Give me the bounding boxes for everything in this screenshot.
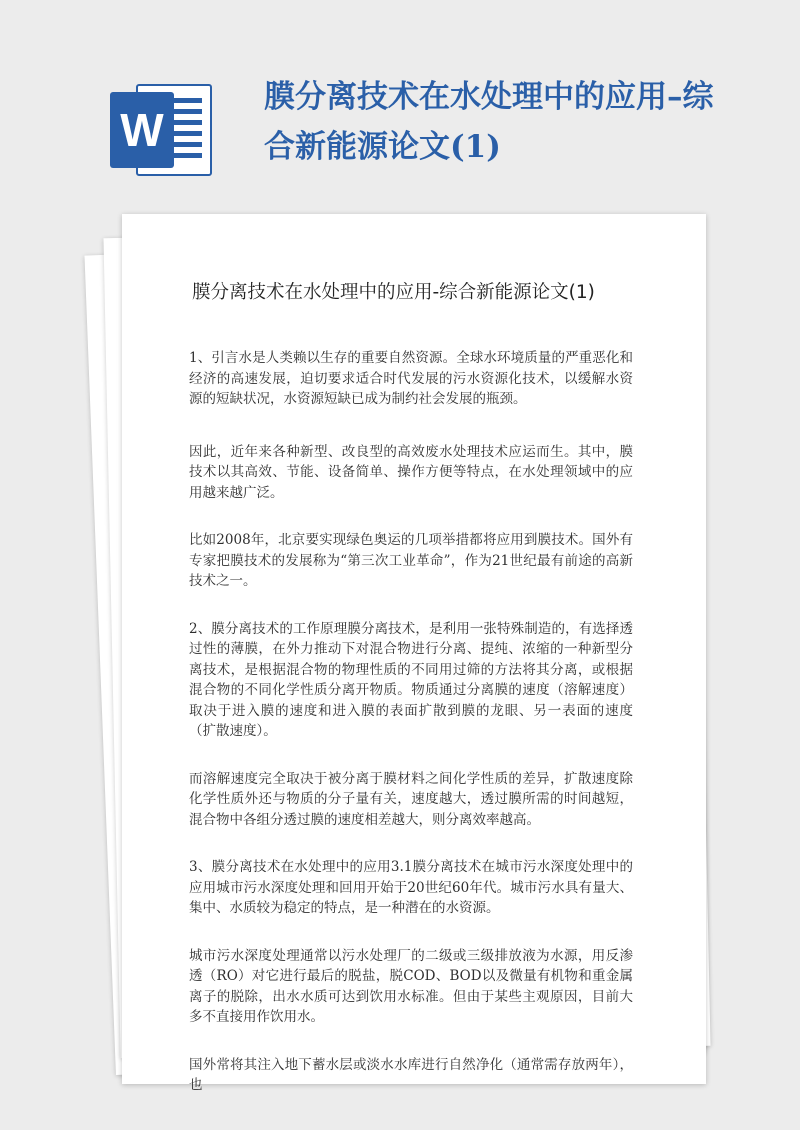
document-body xyxy=(189,348,633,1123)
paragraph-intro: 1、引言水是人类赖以生存的重要自然资源。全球水环境质量的严重恶化和经济的高速发展，迫切要求适合时代发展的污水资源化技术，以缓解水资源的短缺状况，水资源短缺已成为制约社会发展的瓶颈。 xyxy=(189,350,633,407)
paragraph-application: 3、膜分离技术在水处理中的应用3.1膜分离技术在城市污水深度处理中的应用城市污水深度处理和回用开始于20世纪60年代。城市污水具有量大、集中、水质较为稳定的特点，是一种潜在的水资源。 xyxy=(189,859,633,916)
document-page xyxy=(122,214,706,1093)
cover-title: 膜分离技术在水处理中的应用–综合新能源论文(1) xyxy=(264,79,714,165)
word-letter-badge: W xyxy=(110,92,174,168)
paragraph: 因此，近年来各种新型、改良型的高效废水处理技术应运而生。其中，膜技术以其高效、节能、设备简单、操作方便等特点，在水处理领域中的应用越来越广泛。 xyxy=(189,443,633,501)
paragraph: 国外常将其注入地下蓄水层或淡水水库进行自然净化（通常需存放两年），也 xyxy=(189,1056,633,1093)
document-title: 膜分离技术在水处理中的应用-综合新能源论文(1) xyxy=(192,282,595,303)
paragraph: 比如2008年，北京要实现绿色奥运的几项举措都将应用到膜技术。国外有专家把膜技术的发展称为“第三次工业革命”，作为21世纪最有前途的高新技术之一。 xyxy=(189,532,633,589)
paragraph-principle: 2、膜分离技术的工作原理膜分离技术，是利用一张特殊制造的，有选择透过性的薄膜，在外力推动下对混合物进行分离、提纯、浓缩的一种新型分离技术，是根据混合物的物理性质的不同用过筛的方法将其分离，或根据混合物的不同化学性质分离开物质。物质通过分离膜的速度（溶解速度）取决于进入膜的速度和进入膜的表面扩散到膜的龙眼、另一表面的速度（扩散速度）。 xyxy=(189,620,633,739)
paragraph: 城市污水深度处理通常以污水处理厂的二级或三级排放液为水源，用反渗透（RO）对它进行最后的脱盐，脱COD、BOD以及微量有机物和重金属离子的脱除，出水水质可达到饮用水标准。但由于某些主观原因，目前大多不直接用作饮用水。 xyxy=(189,947,633,1025)
paragraph: 而溶解速度完全取决于被分离于膜材料之间化学性质的差异，扩散速度除化学性质外还与物质的分子量有关，速度越大，透过膜所需的时间越短，混合物中各组分透过膜的速度相差越大，则分离效率越高。 xyxy=(189,770,633,828)
word-document-icon xyxy=(110,78,214,178)
